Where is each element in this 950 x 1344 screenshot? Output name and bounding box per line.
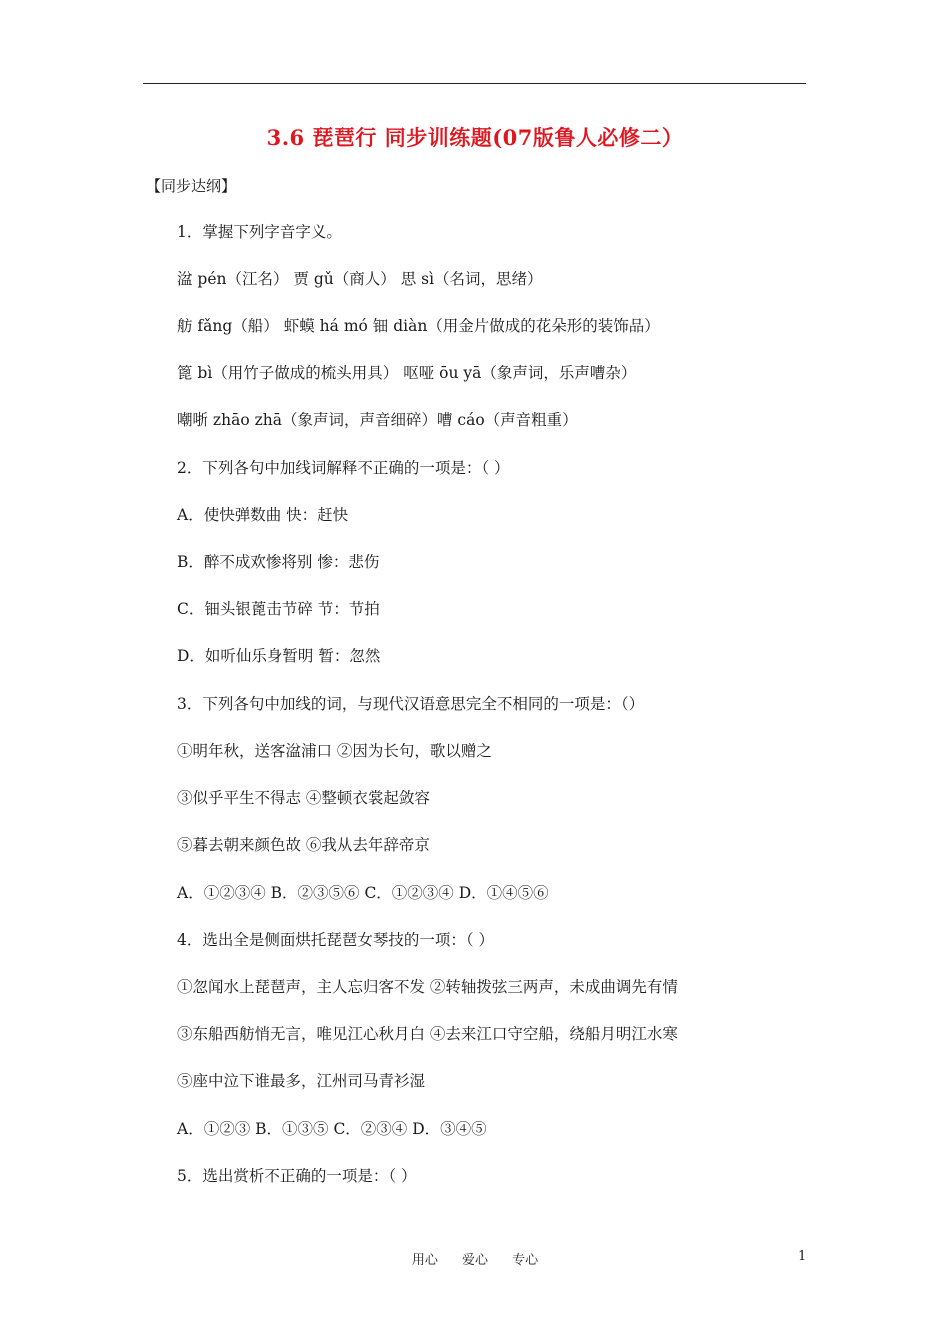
document-title: 3.6 琵琶行 同步训练题(07版鲁人必修二）	[266, 125, 684, 150]
body-line: A．使快弹数曲 快：赶快	[177, 506, 349, 524]
page-footer	[0, 1249, 950, 1268]
body-line: 4．选出全是侧面烘托琵琶女琴技的一项：（ ）	[177, 931, 495, 949]
body-line: ⑤暮去朝来颜色故 ⑥我从去年辞帝京	[177, 836, 430, 854]
body-line: 嘲哳 zhāo zhā（象声词，声音细碎）嘈 cáo（声音粗重）	[177, 411, 578, 429]
body-line: A．①②③ B．①③⑤ C．②③④ D．③④⑤	[177, 1120, 487, 1138]
body-line: ⑤座中泣下谁最多，江州司马青衫湿	[177, 1072, 426, 1090]
body-line: 湓 pén（江名） 贾 gǔ（商人） 思 sì（名词，思绪）	[177, 270, 543, 288]
footer-item: 专心	[512, 1253, 539, 1268]
body-line: ③东船西舫悄无言，唯见江心秋月白 ④去来江口守空船，绕船月明江水寒	[177, 1025, 678, 1043]
body-line: 1．掌握下列字音字义。	[177, 223, 342, 241]
page-number: 1	[798, 1249, 807, 1264]
body-line: B．醉不成欢惨将别 惨：悲伤	[177, 553, 380, 571]
body-line: 舫 fǎng（船） 虾蟆 há mó 钿 diàn（用金片做成的花朵形的装饰品）	[177, 317, 660, 335]
body-line: C．钿头银蓖击节碎 节：节拍	[177, 600, 380, 618]
body-line: 3．下列各句中加线的词，与现代汉语意思完全不相同的一项是：（）	[177, 695, 645, 713]
footer-item: 用心	[411, 1253, 438, 1268]
body-line: ①明年秋，送客湓浦口 ②因为长句，歌以赠之	[177, 742, 492, 760]
footer-item: 爱心	[461, 1253, 488, 1268]
body-line: ①忽闻水上琵琶声，主人忘归客不发 ②转轴拨弦三两声，未成曲调先有情	[177, 978, 678, 996]
body-line: 2．下列各句中加线词解释不正确的一项是：（ ）	[177, 459, 510, 477]
body-line: 5．选出赏析不正确的一项是：（ ）	[177, 1167, 417, 1185]
section-label: 【同步达纲】	[146, 177, 237, 195]
body-line: A．①②③④ B．②③⑤⑥ C．①②③④ D．①④⑤⑥	[177, 884, 549, 902]
header-rule	[143, 83, 806, 84]
body-line: ③似乎平生不得志 ④整顿衣裳起敛容	[177, 789, 430, 807]
body-line: 篦 bì（用竹子做成的梳头用具） 呕哑 ōu yā（象声词，乐声嘈杂）	[177, 364, 637, 382]
body-line: D．如听仙乐身暂明 暂：忽然	[177, 647, 381, 665]
